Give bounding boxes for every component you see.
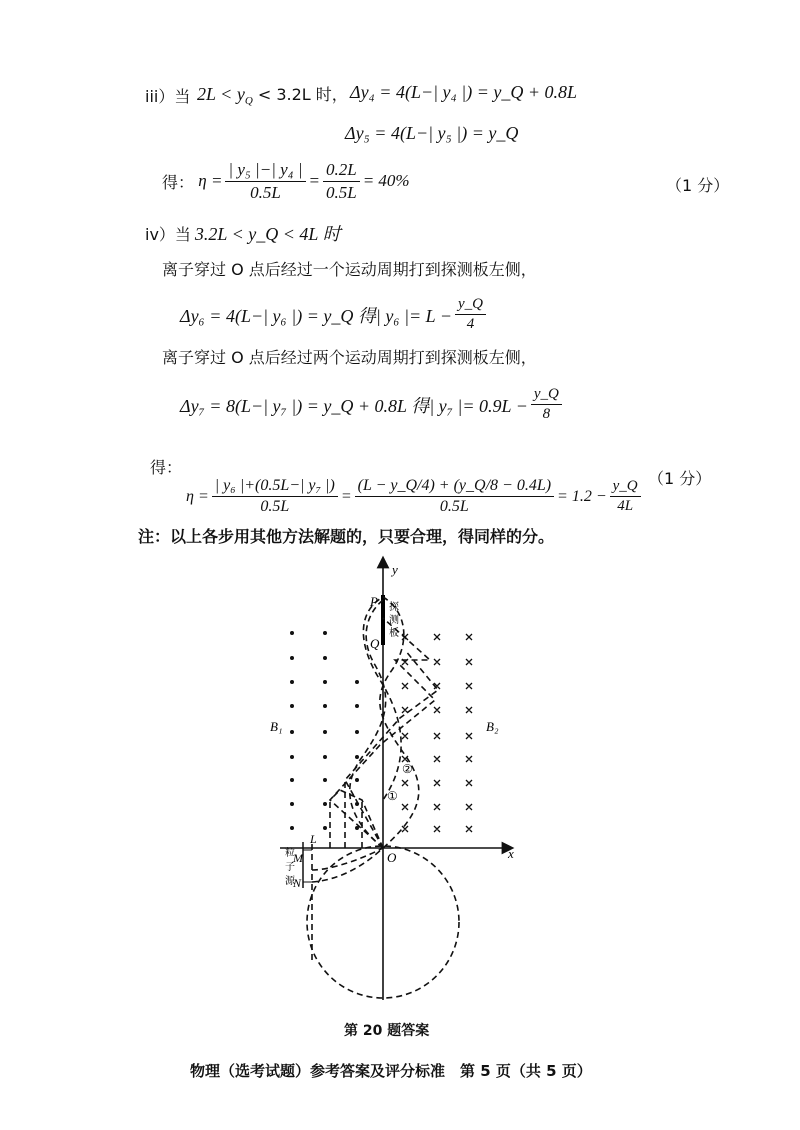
- wavy-path-2: [350, 600, 386, 848]
- label-l: L: [310, 832, 317, 846]
- case4-text-one-period: 离子穿过 O 点后经过一个运动周期打到探测板左侧，: [162, 260, 537, 279]
- result-prefix: 得：: [150, 458, 183, 477]
- case3-condition: $2L < y_Q < 3.2L$ 时，: [197, 84, 348, 107]
- label-path-2: ②: [402, 762, 413, 776]
- label-y: y: [392, 562, 398, 577]
- eta-fraction: $\frac{\text{| y₅ |−| y₄ |}}{0.5L}$: [225, 160, 305, 202]
- eta-symbol: η =: [182, 487, 209, 505]
- label-origin: O: [387, 850, 397, 865]
- case4-score: （1 分）: [648, 469, 712, 488]
- zigzag-path-2: [345, 650, 438, 848]
- tail-fraction: $\frac{y\_Q}{4L}$: [610, 478, 641, 516]
- b1-field-dots: [290, 631, 359, 830]
- case4-heading: iv）当 3.2L < y_Q < 4L 时: [145, 224, 341, 244]
- case3-equation-y5: Δy₅ = 4(L−| y₅ |) = y_Q: [345, 123, 519, 143]
- eta-symbol: η =: [194, 171, 223, 191]
- detector-label: [389, 600, 399, 639]
- label-b2: B₂: [486, 719, 499, 734]
- b2-field-crosses: [402, 634, 472, 832]
- svg-text:粒: 粒: [285, 848, 295, 859]
- figure-caption: 第 20 题答案: [344, 1023, 430, 1039]
- source-label: [285, 846, 296, 887]
- case4-text-two-periods: 离子穿过 O 点后经过两个运动周期打到探测板左侧，: [162, 348, 537, 367]
- eta-fraction: $\frac{\text{| y₆ |+(0.5L−| y₇ |)}}{0.5L}$: [212, 477, 338, 517]
- grading-note: 注：以上各步用其他方法解题的，只要合理，得同样的分。: [138, 527, 555, 546]
- case3-score: （1 分）: [666, 176, 730, 195]
- case4-equation-y6: Δy₆ = 4(L−| y₆ |) = y_Q 得| y₆ |= L − $\frac{y\_Q}{4}$: [180, 296, 489, 334]
- mid-fraction: $\frac{0.2L}{0.5L}$: [323, 160, 360, 202]
- page-footer: 物理（选考试题）参考答案及评分标准 第 5 页（共 5 页）: [190, 1062, 592, 1080]
- mid-fraction: $\frac{(L - y\_Q/4) + (y\_Q/8 - 0.4L)}{0.5L}$: [355, 477, 554, 517]
- case4-eta-result: 得： η = $\frac{\text{| y₆ |+(0.5L−| y₇ |)}}{0.5L}$ = $\frac{(L - y\_Q/4) + (y\_Q/8 - 0.4L)}{0.5L}$ = 1.2 − $\frac{y\_Q}{4L}$: [150, 455, 644, 517]
- svg-text:探: 探: [389, 602, 399, 613]
- label-p: P: [370, 594, 378, 609]
- label-q: Q: [370, 636, 380, 651]
- result-prefix: 得：: [162, 172, 195, 192]
- label-n: N: [293, 876, 302, 890]
- svg-text:板: 板: [389, 628, 399, 639]
- case4-equation-y7: Δy₇ = 8(L−| y₇ |) = y_Q + 0.8L 得| y₇ |= 0.9L − $\frac{y\_Q}{8}$: [180, 386, 565, 424]
- label-b1: B₁: [270, 719, 283, 734]
- case3-equation-y4: Δy₄ = 4(L−| y₄ |) = y_Q + 0.8L: [350, 82, 578, 102]
- label-path-1: ①: [387, 789, 398, 803]
- svg-text:测: 测: [389, 615, 399, 626]
- case3-label: iii）当: [145, 87, 191, 106]
- svg-text:子: 子: [285, 862, 295, 873]
- case3-eta-result: 得： η = $\frac{\text{| y₅ |−| y₄ |}}{0.5L}$ = $\frac{0.2L}{0.5L}$ = 40%: [162, 160, 410, 202]
- svg-text:源: 源: [285, 876, 295, 887]
- zigzag-path-3: [330, 790, 383, 848]
- label-x: x: [508, 846, 514, 861]
- label-m: M: [293, 851, 303, 865]
